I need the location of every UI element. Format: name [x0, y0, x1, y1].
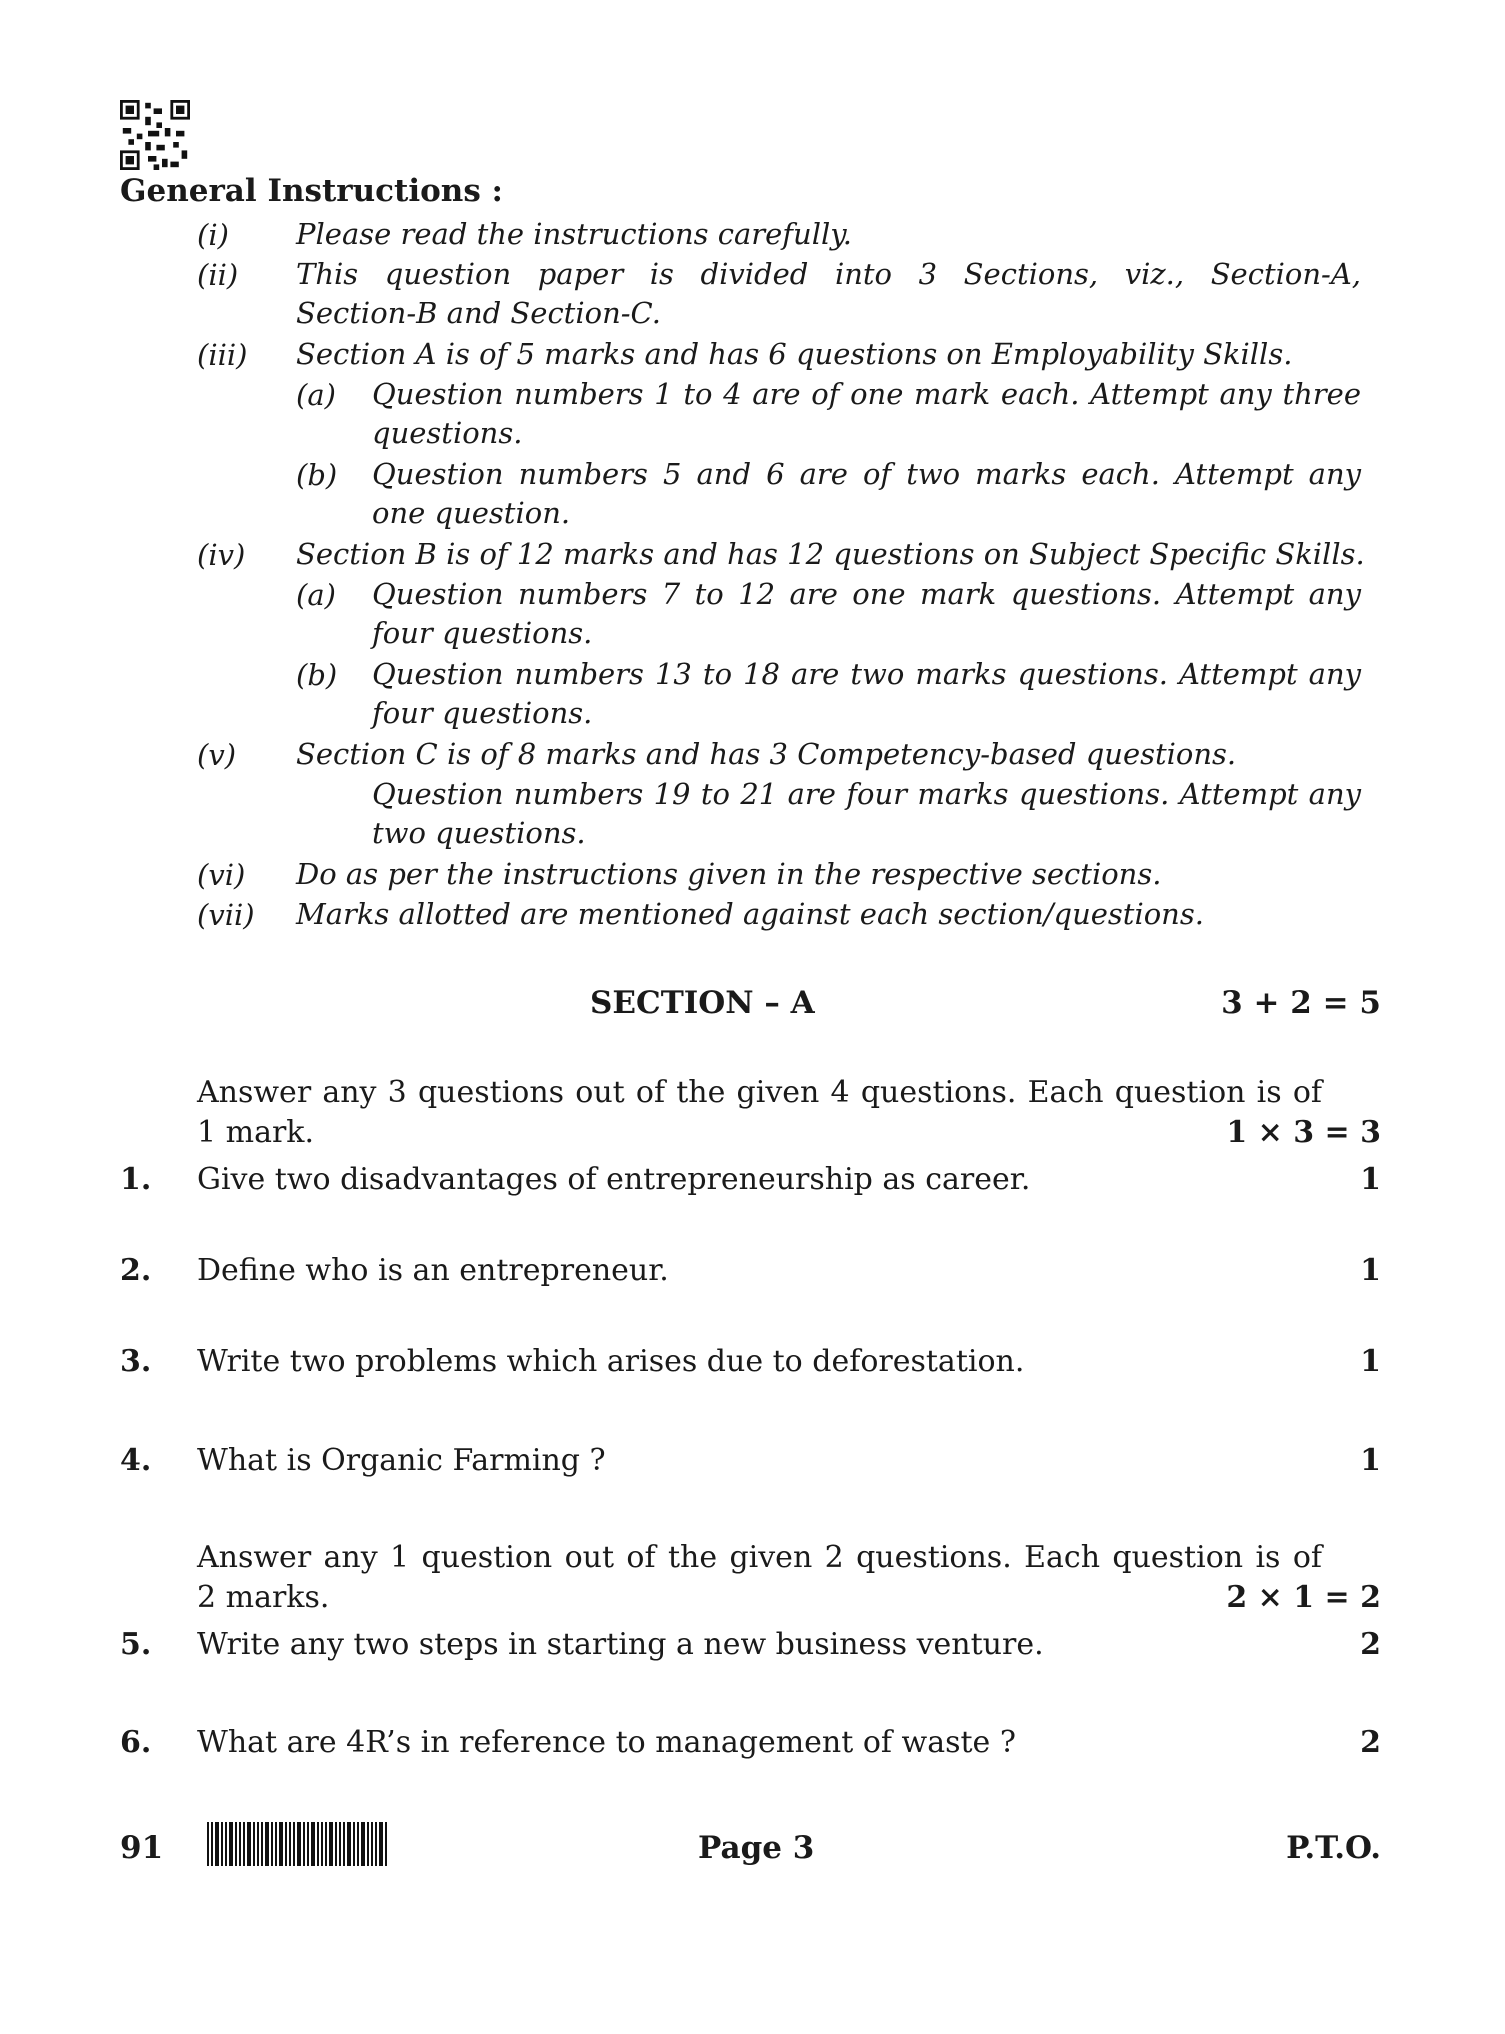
instruction-number: (v): [197, 738, 237, 772]
question-marks: 2: [1360, 1627, 1381, 1662]
instruction-text: Section C is of 8 marks and has 3 Competency-based questions.: [296, 737, 1237, 771]
group-instruction: Answer any 1 question out of the given 2 questions. Each question is of: [197, 1540, 1322, 1575]
question-marks: 1: [1360, 1443, 1381, 1478]
sub-instruction-text: two questions.: [372, 816, 586, 850]
paper-code: 91: [120, 1830, 164, 1866]
instruction-text: Section-B and Section-C.: [296, 296, 661, 330]
question-text: Give two disadvantages of entrepreneurship as career.: [197, 1162, 1031, 1197]
instruction-text: Section B is of 12 marks and has 12 questions on Subject Specific Skills.: [296, 537, 1365, 571]
instruction-number: (vii): [197, 898, 255, 932]
qr-code: [120, 100, 190, 170]
instruction-number: (i): [197, 218, 229, 252]
instruction-number: (iv): [197, 538, 246, 572]
general-instructions-heading: General Instructions :: [120, 173, 504, 209]
group-instruction: 2 marks.: [197, 1580, 330, 1615]
sub-instruction-text: four questions.: [372, 616, 593, 650]
instruction-number: (vi): [197, 858, 246, 892]
question-number: 6.: [120, 1725, 152, 1760]
instruction-text: Marks allotted are mentioned against each section/questions.: [296, 897, 1204, 931]
section-marks: 3 + 2 = 5: [1221, 985, 1381, 1021]
sub-instruction-number: (a): [296, 378, 336, 412]
instruction-text: Do as per the instructions given in the respective sections.: [296, 857, 1162, 891]
question-marks: 1: [1360, 1344, 1381, 1379]
sub-instruction-number: (a): [296, 578, 336, 612]
question-text: Write two problems which arises due to deforestation.: [197, 1344, 1025, 1379]
question-text: What is Organic Farming ?: [197, 1443, 606, 1478]
question-text: What are 4R’s in reference to management of waste ?: [197, 1725, 1016, 1760]
sub-instruction-text: one question.: [372, 496, 571, 530]
sub-instruction-text: Question numbers 13 to 18 are two marks questions. Attempt any: [372, 657, 1361, 691]
question-marks: 1: [1360, 1162, 1381, 1197]
question-text: Write any two steps in starting a new business venture.: [197, 1627, 1044, 1662]
group-instruction: Answer any 3 questions out of the given 4 questions. Each question is of: [197, 1075, 1322, 1110]
section-title: SECTION – A: [590, 985, 815, 1021]
sub-instruction-text: Question numbers 1 to 4 are of one mark each. Attempt any three: [372, 377, 1361, 411]
instruction-text: This question paper is divided into 3 Sections, viz., Section-A,: [296, 257, 1361, 291]
question-number: 5.: [120, 1627, 152, 1662]
group-marks: 2 × 1 = 2: [1226, 1580, 1381, 1615]
question-number: 4.: [120, 1443, 152, 1478]
instruction-number: (ii): [197, 258, 239, 292]
sub-instruction-text: Question numbers 19 to 21 are four marks questions. Attempt any: [372, 777, 1361, 811]
sub-instruction-text: questions.: [372, 416, 523, 450]
question-number: 1.: [120, 1162, 152, 1197]
sub-instruction-number: (b): [296, 458, 338, 492]
sub-instruction-text: Question numbers 7 to 12 are one mark questions. Attempt any: [372, 577, 1361, 611]
question-marks: 2: [1360, 1725, 1381, 1760]
question-marks: 1: [1360, 1253, 1381, 1288]
sub-instruction-text: four questions.: [372, 696, 593, 730]
barcode: [207, 1822, 389, 1866]
instruction-number: (iii): [197, 338, 248, 372]
question-text: Define who is an entrepreneur.: [197, 1253, 669, 1288]
question-number: 2.: [120, 1253, 152, 1288]
page-number: Page 3: [698, 1830, 815, 1866]
sub-instruction-text: Question numbers 5 and 6 are of two marks each. Attempt any: [372, 457, 1361, 491]
sub-instruction-number: (b): [296, 658, 338, 692]
group-instruction: 1 mark.: [197, 1115, 315, 1150]
instruction-text: Please read the instructions carefully.: [296, 217, 853, 251]
instruction-text: Section A is of 5 marks and has 6 questions on Employability Skills.: [296, 337, 1293, 371]
pto-label: P.T.O.: [1286, 1830, 1381, 1866]
group-marks: 1 × 3 = 3: [1226, 1115, 1381, 1150]
question-number: 3.: [120, 1344, 152, 1379]
